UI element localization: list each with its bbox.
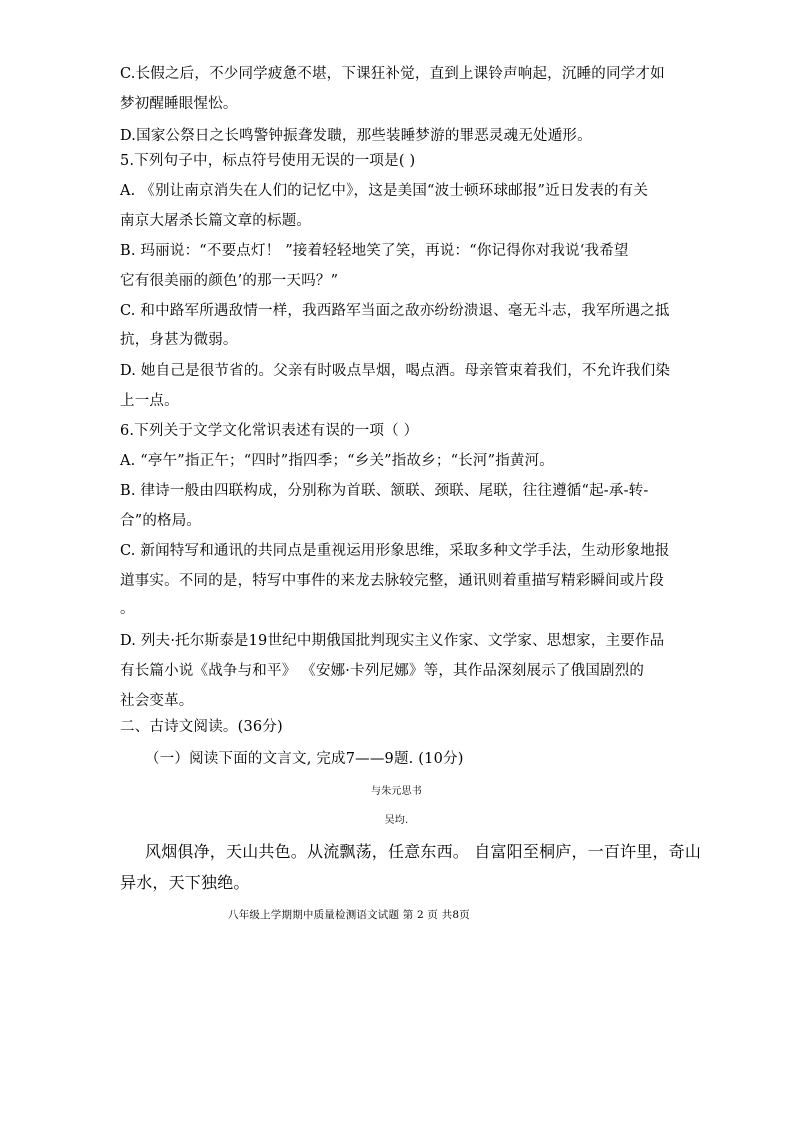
question-5: 5.下列句子中，标点符号使用无误的一项是( ) [120,153,416,169]
q5-option-c-line1: C. 和中路军所遇敌情一样，我西路军当面之敌亦纷纷溃退、毫无斗志，我军所遇之抵 [120,303,670,319]
q5-option-a-line1: A. 《别让南京消失在人们的记忆中》，这是美国“波士顿环球邮报”近日发表的有关 [120,183,649,199]
option-d-line1: D.国家公祭日之长鸣警钟振聋发聩，那些装睡梦游的罪恶灵魂无处遁形。 [120,128,592,144]
q6-option-b-line2: 合”的格局。 [120,513,202,529]
option-c-line2: 梦初醒睡眼惺忪。 [120,96,238,112]
q6-option-d-line2: 有长篇小说《战争与和平》 《安娜·卡列尼娜》等，其作品深刻展示了俄国剧烈的 [120,663,645,679]
q5-option-c-line2: 抗，身甚为微弱。 [120,332,238,348]
passage-author: 吴均. [384,815,409,826]
passage-line1: 风烟俱净，天山共色。从流飘荡，任意东西。 自富阳至桐庐，一百许里，奇山 [145,842,702,861]
q5-option-d-line1: D. 她自己是很节省的。父亲有时吸点旱烟，喝点酒。母亲管束着我们，不允许我们染 [120,363,671,379]
q6-option-d-line3: 社会变革。 [120,693,194,709]
q6-option-a: A. “亭午”指正午；“四时”指四季；“乡关”指故乡；“长河”指黄河。 [120,453,554,469]
q5-option-d-line2: 上一点。 [120,393,179,409]
q6-option-d-line1: D. 列夫·托尔斯泰是19世纪中期俄国批判现实主义作家、文学家、思想家，主要作品 [120,633,665,649]
section-2-heading: 二、古诗文阅读。(36分) [120,719,283,735]
option-c-line1: C.长假之后，不少同学疲惫不堪，下课狂补觉，直到上课铃声响起，沉睡的同学才如 [120,66,665,82]
page-footer: 八年级上学期期中质量检测语文试题 第 2 页 共8页 [228,909,470,921]
question-6: 6.下列关于文学文化常识表述有误的一项（ ） [120,423,419,439]
q6-option-b-line1: B. 律诗一般由四联构成，分别称为首联、颔联、颈联、尾联，往往遵循“起-承-转- [120,483,649,499]
q6-option-c-line1: C. 新闻特写和通讯的共同点是重视运用形象思维，采取多种文学手法，生动形象地报 [120,543,670,559]
q5-option-a-line2: 南京大屠杀长篇文章的标题。 [120,213,312,229]
subsection-1-heading: （一）阅读下面的文言文, 完成7——9题. (10分) [145,751,464,767]
q6-option-c-line3: 。 [120,601,135,617]
q5-option-b-line1: B. 玛丽说：“不要点灯！ ”接着轻轻地笑了笑，再说：“你记得你对我说‘我希望 [120,243,629,259]
q6-option-c-line2: 道事实。不同的是，特写中事件的来龙去脉较完整，通讯则着重描写精彩瞬间或片段 [120,573,664,589]
passage-line2: 异水，天下独绝。 [120,873,250,892]
q5-option-b-line2: 它有很美丽的颜色’的那一天吗？” [120,273,339,289]
passage-title: 与朱元思书 [371,786,422,797]
